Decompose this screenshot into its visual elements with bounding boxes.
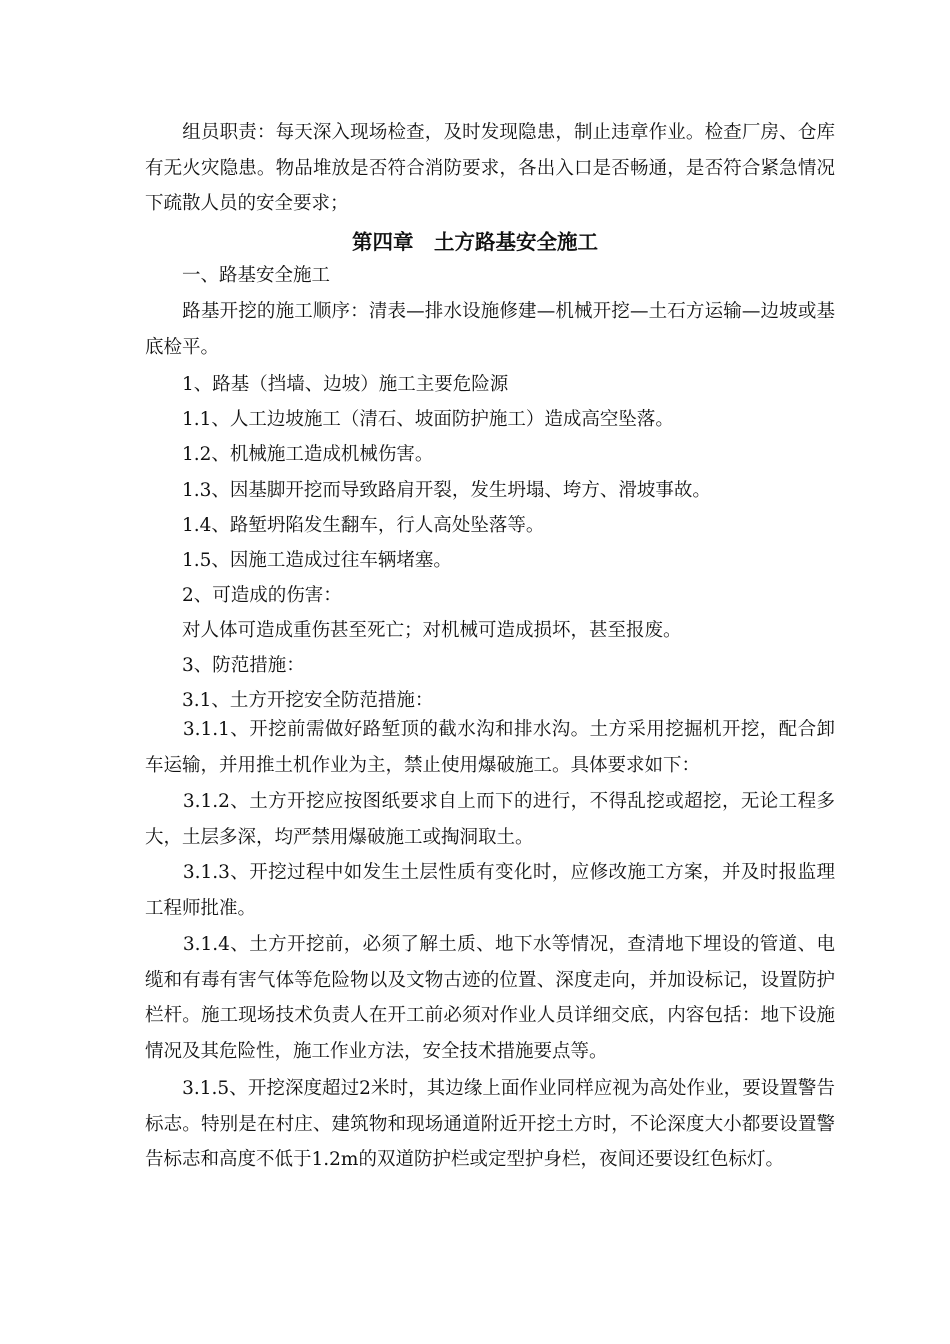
item-injuries-text: 对人体可造成重伤甚至死亡；对机械可造成损坏，甚至报废。 [145,620,682,641]
section-heading-roadbed-safety: 一、路基安全施工 [145,265,331,286]
paragraph-team-duties: 组员职责：每天深入现场检查，及时发现隐患，制止违章作业。检查厂房、仓库有无火灾隐患。物品堆放是否符合消防要求，各出入口是否畅通，是否符合紧急情况下疏散人员的安全要求； [145,122,835,214]
item-1-5: 1.5、因施工造成过往车辆堵塞。 [145,550,452,571]
item-3-1: 3.1、土方开挖安全防范措施： [145,690,434,711]
item-3-1-3: 3.1.3、开挖过程中如发生土层性质有变化时，应修改施工方案，并及时报监理工程师批准。 [145,862,835,919]
item-hazard-sources: 1、路基（挡墙、边坡）施工主要危险源 [145,374,509,395]
item-1-4: 1.4、路堑坍陷发生翻车，行人高处坠落等。 [145,515,545,536]
item-1-2: 1.2、机械施工造成机械伤害。 [145,444,434,465]
item-3-1-4: 3.1.4、土方开挖前，必须了解土质、地下水等情况，查清地下埋设的管道、电缆和有毒有害气体等危险物以及文物古迹的位置、深度走向，并加设标记，设置防护栏杆。施工现场技术负责人在开工前必须对作业人员详细交底，内容包括：地下设施情况及其危险性，施工作业方法，安全技术措施要点等。 [145,934,835,1062]
item-prevention-measures: 3、防范措施： [145,655,305,676]
item-3-1-5: 3.1.5、开挖深度超过2米时，其边缘上面作业同样应视为高处作业，要设置警告标志。特别是在村庄、建筑物和现场通道附近开挖土方时，不论深度大小都要设置警告标志和高度不低于1.2m的双道防护栏或定型护身栏，夜间还要设红色标灯。 [145,1078,835,1170]
paragraph-excavation-sequence: 路基开挖的施工顺序：清表—排水设施修建—机械开挖—土石方运输—边坡或基底检平。 [145,301,835,358]
item-3-1-2: 3.1.2、土方开挖应按图纸要求自上而下的进行，不得乱挖或超挖，无论工程多大，土层多深，均严禁用爆破施工或掏洞取土。 [145,791,835,848]
item-3-1-1: 3.1.1、开挖前需做好路堑顶的截水沟和排水沟。土方采用挖掘机开挖，配合卸车运输，并用推土机作业为主，禁止使用爆破施工。具体要求如下： [145,719,835,776]
item-1-1: 1.1、人工边坡施工（清石、坡面防护施工）造成高空坠落。 [145,409,674,430]
item-1-3: 1.3、因基脚开挖而导致路肩开裂，发生坍塌、垮方、滑坡事故。 [145,480,711,501]
chapter-title: 第四章 土方路基安全施工 [352,230,598,254]
item-possible-injuries: 2、可造成的伤害： [145,585,342,606]
